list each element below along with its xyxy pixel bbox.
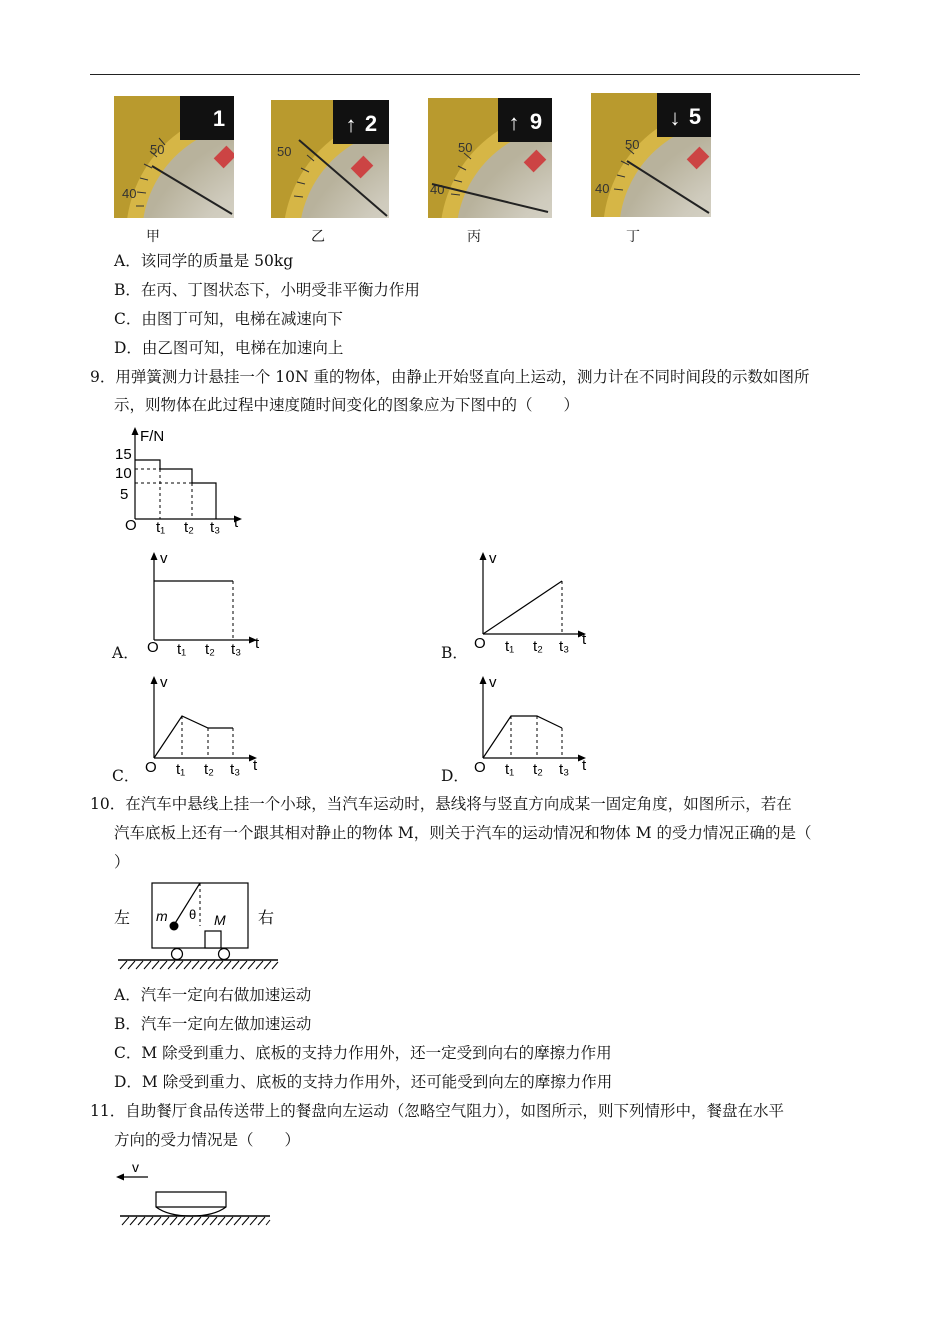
tray [156, 1192, 226, 1216]
velocity-axis-label: v [489, 674, 497, 691]
force-axis-label: F/N [140, 428, 165, 445]
display-reading: 5 [688, 104, 702, 129]
q8-option-b: B．在丙、丁图状态下，小明受非平衡力作用 [114, 281, 420, 299]
q9-option-a-letter: A． [112, 644, 139, 662]
q8-option-c: C．由图丁可知，电梯在减速向下 [114, 310, 343, 328]
display-reading: 1 [212, 106, 226, 131]
ball [170, 922, 179, 931]
car-pendulum-figure [112, 878, 292, 974]
q9-stem-line-1: 9．用弹簧测力计悬挂一个 10N 重的物体，由静止开始竖直向上运动，测力计在不同时间段的示数如图所 [90, 368, 810, 386]
q11-stem-line-2: 方向的受力情况是（ ） [114, 1131, 301, 1149]
time-axis-label: t [253, 757, 258, 774]
t1-label: t₁ [177, 641, 187, 658]
vt-graph-b [467, 548, 597, 660]
scale-photo-yi [271, 100, 389, 218]
q9-option-b-letter: B． [441, 644, 468, 662]
t3-label: t₃ [559, 761, 570, 778]
up-arrow-icon: ↑ [345, 112, 357, 137]
force-time-graph [112, 424, 252, 536]
time-axis-label: t [255, 635, 260, 652]
t1-label: t₁ [505, 638, 515, 655]
scale-photo-jia [114, 96, 234, 218]
caption-ding: 丁 [626, 229, 640, 245]
scale-mark-40: 40 [595, 181, 610, 196]
ground-hatch [120, 961, 278, 969]
q8-option-d: D．由乙图可知，电梯在加速向上 [114, 339, 344, 357]
origin-label: O [474, 635, 486, 652]
velocity-label: v [132, 1159, 139, 1175]
ball-label: m [156, 908, 168, 924]
q10-stem-line-2: 汽车底板上还有一个跟其相对静止的物体 M，则关于汽车的运动情况和物体 M 的受力情况正确的是（ [114, 824, 812, 842]
display-reading: 9 [529, 109, 543, 134]
velocity-axis-label: v [160, 550, 168, 567]
header-rule [90, 74, 860, 75]
up-arrow-icon: ↑ [508, 110, 520, 135]
display-reading: 2 [364, 111, 378, 136]
food-tray-figure [112, 1156, 274, 1228]
origin-label: O [145, 759, 157, 776]
q10-stem-line-1: 10．在汽车中悬线上挂一个小球，当汽车运动时，悬线将与竖直方向成某一固定角度，如图所示，若在 [90, 795, 792, 813]
scale-mark-50: 50 [458, 140, 473, 155]
caption-bing: 丙 [467, 229, 481, 245]
vt-graph-d [467, 672, 597, 782]
origin-label: O [147, 639, 159, 656]
t2-label: t₂ [205, 641, 215, 658]
scale-mark-40: 40 [122, 186, 137, 201]
right-label: 右 [258, 910, 275, 927]
t1-label: t₁ [505, 761, 515, 778]
left-label: 左 [114, 910, 131, 927]
t2-label: t₂ [184, 519, 194, 536]
q10-option-c: C．M 除受到重力、底板的支持力作用外，还一定受到向右的摩擦力作用 [114, 1044, 612, 1062]
t3-label: t₃ [231, 641, 242, 658]
t3-label: t₃ [230, 761, 241, 778]
velocity-axis-label: v [489, 550, 497, 567]
block-m [205, 931, 221, 948]
time-axis-label: t [582, 757, 587, 774]
origin-label: O [474, 759, 486, 776]
caption-yi: 乙 [311, 229, 325, 245]
down-arrow-icon: ↓ [669, 105, 681, 130]
tick-10: 10 [115, 465, 132, 482]
t1-label: t₁ [156, 519, 166, 536]
scale-mark-50: 50 [625, 137, 640, 152]
tick-15: 15 [115, 446, 132, 463]
scale-photo-bing [428, 98, 552, 218]
q11-stem-line-1: 11．自助餐厅食品传送带上的餐盘向左运动（忽略空气阻力），如图所示，则下列情形中，餐盘在水平 [90, 1102, 784, 1120]
q10-option-b: B．汽车一定向左做加速运动 [114, 1015, 312, 1033]
t2-label: t₂ [204, 761, 214, 778]
wheel-left [172, 949, 183, 960]
caption-jia: 甲 [146, 229, 160, 245]
tick-5: 5 [120, 486, 129, 503]
vt-graph-a [138, 548, 268, 660]
scale-mark-50: 50 [277, 144, 292, 159]
t2-label: t₂ [533, 638, 543, 655]
q10-option-d: D．M 除受到重力、底板的支持力作用外，还可能受到向左的摩擦力作用 [114, 1073, 613, 1091]
vt-graph-c [138, 672, 268, 782]
q10-stem-line-3: ） [114, 853, 130, 871]
t3-label: t₃ [559, 638, 570, 655]
time-axis-label: t [582, 631, 587, 648]
q8-option-a: A．该同学的质量是 50kg [114, 252, 294, 270]
t1-label: t₁ [176, 761, 186, 778]
q9-option-d-letter: D． [441, 767, 469, 785]
t2-label: t₂ [533, 761, 543, 778]
velocity-axis-label: v [160, 674, 168, 691]
q9-stem-line-2: 示，则物体在此过程中速度随时间变化的图象应为下图中的（ ） [114, 396, 580, 414]
scale-mark-50: 50 [150, 142, 165, 157]
scale-mark-40: 40 [430, 182, 445, 197]
block-label: M [214, 912, 226, 928]
scale-photo-ding [591, 93, 711, 217]
q10-option-a: A．汽车一定向右做加速运动 [114, 986, 312, 1004]
q9-option-c-letter: C． [112, 767, 140, 785]
angle-label: θ [189, 907, 197, 922]
origin-label: O [125, 517, 137, 534]
time-axis-label: t [234, 514, 239, 531]
wheel-right [219, 949, 230, 960]
t3-label: t₃ [210, 519, 221, 536]
belt-hatch [122, 1217, 270, 1225]
